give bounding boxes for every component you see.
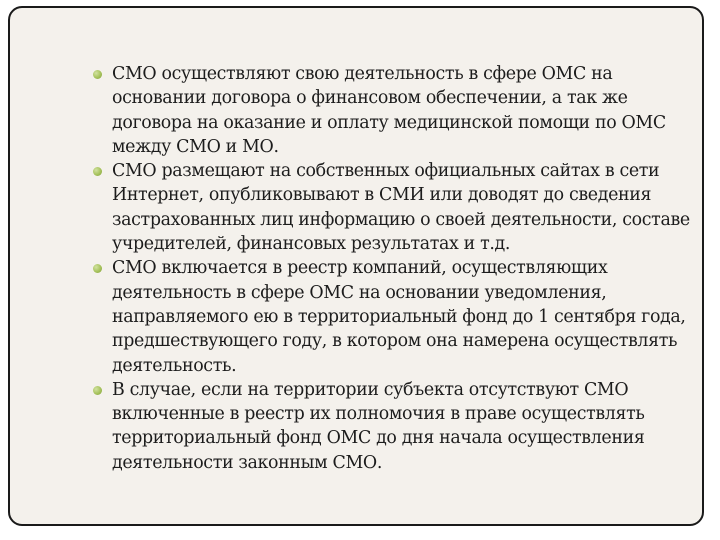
bullet-text-4: В случае, если на территории субъекта отсутствуют СМО включенные в реестр их полномочия в праве осуществлять территориальный фонд ОМС до дня начала осуществления деятельности законным СМО. [112,379,645,473]
round-bullet-icon [93,167,102,176]
bullet-text-2: СМО размещают на собственных официальных сайтах в сети Интернет, опубликовывают в СМИ или доводят до сведения застрахованных лиц информацию о своей деятельности, составе учредителей, финансовых результатах и т.д. [112,161,690,255]
slide-frame [8,6,704,526]
bullet-item-1 [90,62,690,159]
bullet-text-3: СМО включается в реестр компаний, осуществляющих деятельность в сфере ОМС на основании уведомления, направляемого ею в территориальный фонд до 1 сентября года, предшествующего году, в котором она намерена осуществлять деятельность. [112,258,686,376]
bullet-item-2 [90,159,690,256]
bullet-text-1: СМО осуществляют свою деятельность в сфере ОМС на основании договора о финансовом обеспечении, а так же договора на оказание и оплату медицинской помощи по ОМС между СМО и МО. [112,64,666,157]
round-bullet-icon [93,70,102,79]
bullet-list [90,62,690,475]
round-bullet-icon [93,264,102,273]
round-bullet-icon [93,386,102,395]
bullet-item-3 [90,256,690,377]
bullet-item-4 [90,378,690,475]
